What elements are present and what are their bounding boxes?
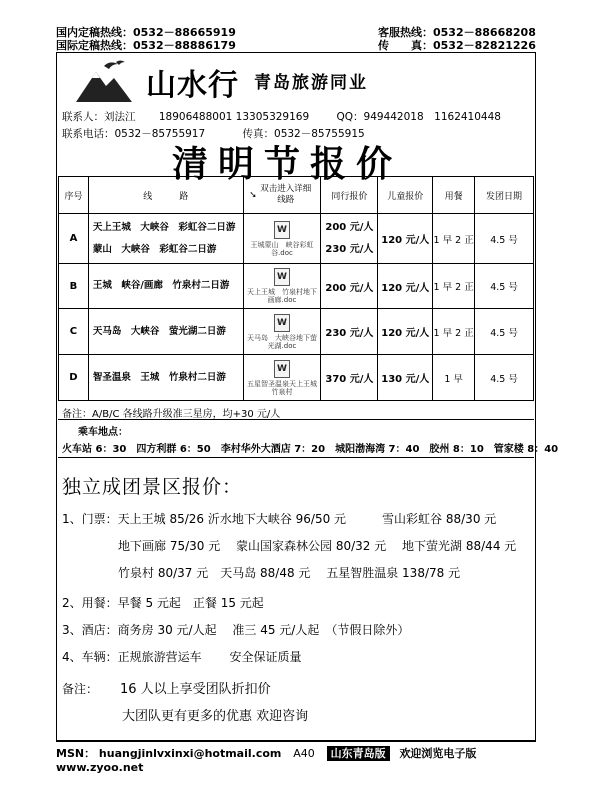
header-adult: 同行报价 bbox=[321, 177, 378, 214]
table-row bbox=[59, 355, 534, 401]
doc-attachment[interactable] bbox=[243, 355, 324, 401]
notes-line: 16 人以上享受团队折扣价 bbox=[120, 682, 271, 697]
date-cell: 4.5 号 bbox=[475, 309, 534, 355]
header-child: 儿童报价 bbox=[378, 177, 433, 214]
route-line: 天马岛 大峡谷 萤光湖二日游 bbox=[88, 309, 243, 355]
table-row bbox=[59, 264, 534, 309]
fax-hotline bbox=[378, 39, 536, 52]
fax-number: 0532－85755915 bbox=[274, 128, 365, 140]
route-cell bbox=[88, 214, 243, 264]
divider bbox=[58, 457, 534, 458]
route-line: 天上王城 大峡谷 彩虹谷二日游 bbox=[92, 221, 236, 233]
pickup-points: 火车站 6：30 四方利群 6：50 李村华外大酒店 7：20 城阳渤海湾 7：40 胶州 8：10 管家楼 8：40 bbox=[62, 444, 559, 455]
section-title: 独立成团景区报价： bbox=[62, 476, 243, 498]
domestic-hotline bbox=[56, 26, 236, 39]
doc-attachment[interactable] bbox=[243, 264, 321, 309]
header-detail-label: 双击进入详细线路 bbox=[260, 184, 312, 205]
date-cell: 4.5 号 bbox=[475, 214, 534, 264]
intl-hotline-phone: 0532－88886179 bbox=[133, 39, 236, 52]
tel-number: 0532－85755917 bbox=[114, 128, 206, 140]
doc-attachment[interactable] bbox=[243, 214, 321, 264]
meal-cell: 1 早 2 正 bbox=[433, 214, 475, 264]
fax-hotline-phone: 0532－82821226 bbox=[433, 39, 536, 52]
adult-price: 230 元/人 bbox=[321, 309, 378, 355]
child-price: 120 元/人 bbox=[378, 214, 433, 264]
adult-price: 200 元/人 bbox=[321, 264, 378, 309]
pickup-label: 乘车地点： bbox=[78, 427, 128, 438]
page-title: 清明节报价 bbox=[172, 143, 403, 185]
meal-cell: 1 早 2 正 bbox=[433, 264, 475, 309]
footer-divider bbox=[56, 740, 536, 741]
doc-filename[interactable]: 天上王城 竹泉村地下画廊.doc bbox=[246, 288, 317, 304]
doc-attachment[interactable] bbox=[243, 309, 321, 355]
word-doc-icon[interactable]: W bbox=[274, 360, 290, 378]
contact-person-line bbox=[62, 110, 501, 124]
arrow-down-right-icon: ➘ bbox=[249, 190, 257, 201]
table-row bbox=[59, 214, 534, 264]
row-id: C bbox=[59, 309, 89, 355]
intl-hotline-label: 国际定稿热线： bbox=[56, 39, 133, 52]
list-item: 3、酒店：商务房 30 元/人起 准三 45 元/人起 （节假日除外） bbox=[62, 623, 410, 637]
route-line: 蒙山 大峡谷 彩虹谷二日游 bbox=[92, 243, 217, 255]
list-item: 地下画廊 75/30 元 蒙山国家森林公园 80/32 元 地下萤光湖 88/44 元 bbox=[118, 539, 517, 553]
row-id: D bbox=[59, 355, 89, 401]
table-remark: 备注：A/B/C 各线路升级准三星房，均+30 元/人 bbox=[62, 409, 281, 420]
service-hotline-phone: 0532－88668208 bbox=[433, 26, 536, 39]
header-route: 线 路 bbox=[88, 177, 243, 214]
brand-subtitle: 青岛旅游同业 bbox=[254, 73, 368, 93]
service-hotline bbox=[378, 26, 536, 39]
contact-mobiles: 18906488001 13305329169 bbox=[158, 111, 310, 123]
footer-website[interactable]: 欢迎浏览电子版 www.zyoo.net bbox=[56, 747, 477, 774]
route-line: 王城 峡谷/画廊 竹泉村二日游 bbox=[88, 264, 243, 309]
qq-label: QQ： bbox=[336, 111, 364, 123]
adult-price: 370 元/人 bbox=[321, 355, 378, 401]
date-cell: 4.5 号 bbox=[475, 264, 534, 309]
header-date: 发团日期 bbox=[475, 177, 534, 214]
table-header-row bbox=[59, 177, 534, 214]
doc-filename[interactable]: 王城蒙山 峡谷彩虹谷.doc bbox=[250, 240, 314, 257]
mountain-logo-icon bbox=[74, 58, 134, 104]
list-item: 4、车辆：正规旅游营运车 安全保证质量 bbox=[62, 650, 302, 664]
intl-hotline bbox=[56, 39, 236, 52]
word-doc-icon[interactable]: W bbox=[274, 314, 290, 332]
table-row bbox=[59, 309, 534, 355]
footer-edition-tag: 山东青岛版 bbox=[327, 746, 390, 761]
child-price: 130 元/人 bbox=[378, 355, 433, 401]
notes-line: 大团队更有更多的优惠 欢迎咨询 bbox=[122, 709, 309, 724]
word-doc-icon[interactable]: W bbox=[274, 221, 290, 239]
qq-numbers: 949442018 1162410448 bbox=[363, 111, 501, 123]
domestic-hotline-label: 国内定稿热线： bbox=[56, 26, 133, 39]
child-price: 120 元/人 bbox=[378, 309, 433, 355]
fax-label: 传真： bbox=[242, 128, 275, 140]
child-price: 120 元/人 bbox=[378, 264, 433, 309]
contact-person: 刘法江 bbox=[104, 111, 136, 123]
brand-name: 山水行 bbox=[146, 68, 239, 103]
doc-filename[interactable]: 五星智圣温泉天上王城 竹泉村 bbox=[246, 379, 324, 396]
fax-hotline-label: 传 真： bbox=[378, 39, 433, 52]
date-cell: 4.5 号 bbox=[475, 355, 534, 401]
logo-banner bbox=[58, 54, 534, 106]
route-line: 智圣温泉 王城 竹泉村二日游 bbox=[88, 355, 243, 401]
adult-price: 230 元/人 bbox=[325, 243, 374, 255]
word-doc-icon[interactable]: W bbox=[274, 268, 290, 286]
meal-cell: 1 早 2 正 bbox=[433, 309, 475, 355]
list-item: 1、门票：天上王城 85/26 沂水地下大峡谷 96/50 元 雪山彩虹谷 88/30 元 bbox=[62, 512, 497, 526]
adult-price-cell bbox=[321, 214, 378, 264]
service-hotline-label: 客服热线： bbox=[378, 26, 433, 39]
row-id: B bbox=[59, 264, 89, 309]
header-meal: 用餐 bbox=[433, 177, 475, 214]
doc-filename[interactable]: 天马岛 大峡谷地下萤光湖.doc bbox=[246, 333, 317, 350]
row-id: A bbox=[59, 214, 89, 264]
adult-price: 200 元/人 bbox=[325, 221, 374, 233]
contact-person-label: 联系人： bbox=[62, 111, 104, 123]
header-no: 序号 bbox=[59, 177, 89, 214]
footer bbox=[56, 745, 536, 774]
footer-msn: MSN： huangjinlvxinxi@hotmail.com bbox=[56, 747, 282, 760]
footer-page-number: A40 bbox=[293, 747, 315, 760]
meal-cell: 1 早 bbox=[433, 355, 475, 401]
tel-label: 联系电话： bbox=[62, 128, 115, 140]
list-item: 2、用餐：早餐 5 元起 正餐 15 元起 bbox=[62, 596, 264, 610]
notes-label: 备注： bbox=[62, 682, 99, 696]
domestic-hotline-phone: 0532－88665919 bbox=[133, 26, 236, 39]
quote-table bbox=[58, 176, 534, 401]
header-detail bbox=[243, 177, 321, 214]
divider bbox=[58, 419, 534, 420]
list-item: 竹泉村 80/37 元 天马岛 88/48 元 五星智胜温泉 138/78 元 bbox=[118, 566, 461, 580]
